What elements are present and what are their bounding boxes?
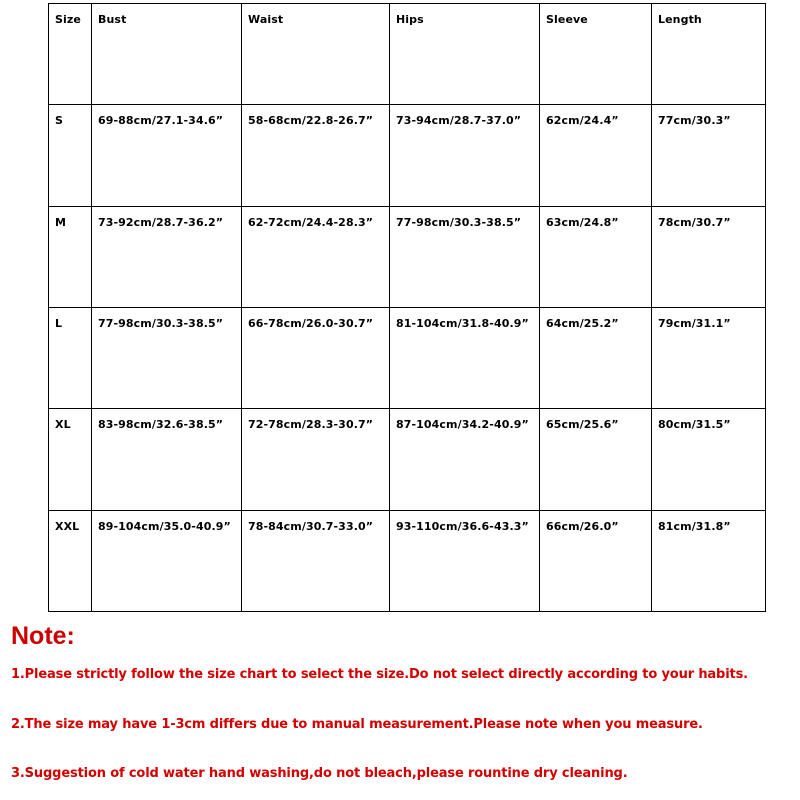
table-row <box>49 206 766 307</box>
header-waist: Waist <box>242 4 390 105</box>
note-line-1: 1.Please strictly follow the size chart to select the size.Do not select directly according to your habits. <box>11 667 748 682</box>
note-line-2: 2.The size may have 1-3cm differs due to manual measurement.Please note when you measure. <box>11 717 703 732</box>
size-cell: M <box>49 206 92 307</box>
table-row <box>49 105 766 206</box>
bust-cell: 69-88cm/27.1-34.6” <box>92 105 242 206</box>
hips-cell: 81-104cm/31.8-40.9” <box>390 307 540 408</box>
table-header-row <box>49 4 766 105</box>
bust-cell: 77-98cm/30.3-38.5” <box>92 307 242 408</box>
size-cell: S <box>49 105 92 206</box>
note-title: Note: <box>11 622 75 650</box>
note-line-3: 3.Suggestion of cold water hand washing,do not bleach,please rountine dry cleaning. <box>11 766 628 781</box>
sleeve-cell: 62cm/24.4” <box>540 105 652 206</box>
waist-cell: 58-68cm/22.8-26.7” <box>242 105 390 206</box>
length-cell: 79cm/31.1” <box>652 307 766 408</box>
size-cell: XXL <box>49 510 92 611</box>
sleeve-cell: 65cm/25.6” <box>540 409 652 510</box>
table-row <box>49 409 766 510</box>
sleeve-cell: 63cm/24.8” <box>540 206 652 307</box>
length-cell: 80cm/31.5” <box>652 409 766 510</box>
length-cell: 77cm/30.3” <box>652 105 766 206</box>
header-length: Length <box>652 4 766 105</box>
sleeve-cell: 66cm/26.0” <box>540 510 652 611</box>
hips-cell: 87-104cm/34.2-40.9” <box>390 409 540 510</box>
hips-cell: 73-94cm/28.7-37.0” <box>390 105 540 206</box>
hips-cell: 93-110cm/36.6-43.3” <box>390 510 540 611</box>
size-cell: L <box>49 307 92 408</box>
size-chart-table <box>48 3 766 612</box>
length-cell: 81cm/31.8” <box>652 510 766 611</box>
bust-cell: 73-92cm/28.7-36.2” <box>92 206 242 307</box>
length-cell: 78cm/30.7” <box>652 206 766 307</box>
header-sleeve: Sleeve <box>540 4 652 105</box>
waist-cell: 72-78cm/28.3-30.7” <box>242 409 390 510</box>
header-hips: Hips <box>390 4 540 105</box>
waist-cell: 66-78cm/26.0-30.7” <box>242 307 390 408</box>
waist-cell: 62-72cm/24.4-28.3” <box>242 206 390 307</box>
bust-cell: 89-104cm/35.0-40.9” <box>92 510 242 611</box>
header-bust: Bust <box>92 4 242 105</box>
size-cell: XL <box>49 409 92 510</box>
hips-cell: 77-98cm/30.3-38.5” <box>390 206 540 307</box>
table-row <box>49 307 766 408</box>
bust-cell: 83-98cm/32.6-38.5” <box>92 409 242 510</box>
waist-cell: 78-84cm/30.7-33.0” <box>242 510 390 611</box>
table-row <box>49 510 766 611</box>
header-size: Size <box>49 4 92 105</box>
sleeve-cell: 64cm/25.2” <box>540 307 652 408</box>
